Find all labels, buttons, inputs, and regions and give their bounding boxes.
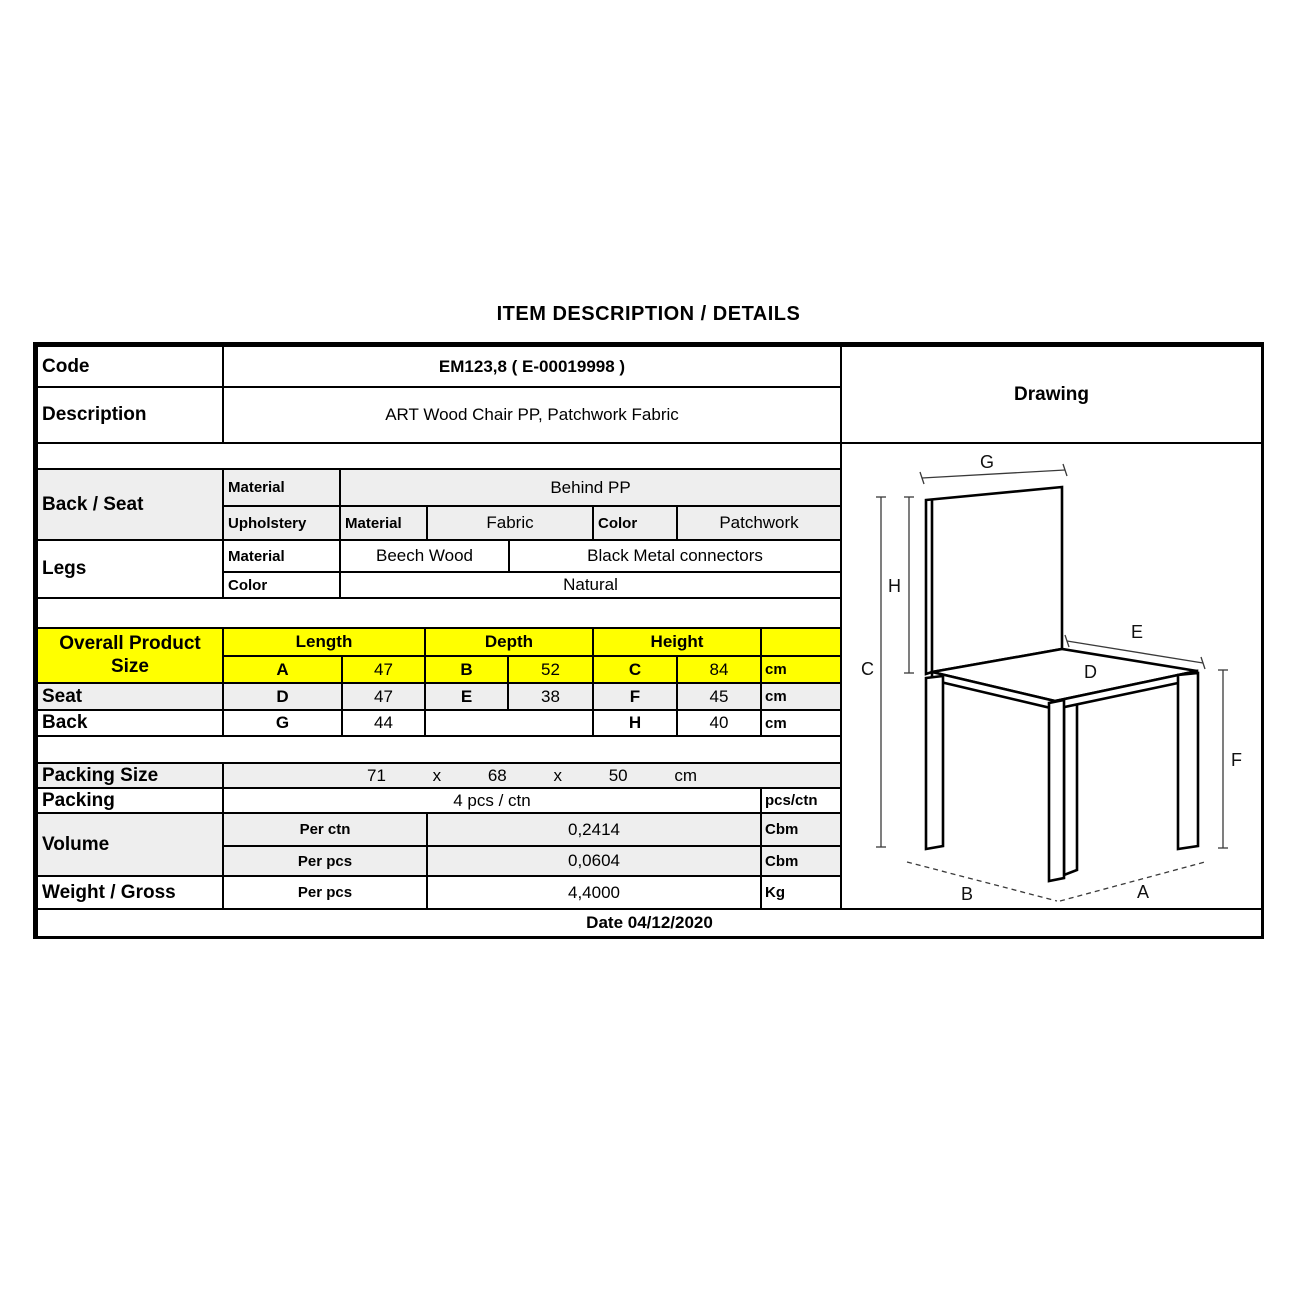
dim-label-c: C (861, 659, 874, 679)
overall-dim-c-val: 84 (676, 655, 762, 684)
dim-label-f: F (1231, 750, 1242, 770)
overall-dim-b: B (424, 655, 509, 684)
overall-dim-a: A (222, 655, 343, 684)
chair-left-leg (926, 676, 943, 849)
back-seat-label: Back / Seat (36, 468, 224, 541)
legs-material-wood: Beech Wood (339, 539, 510, 573)
spacer-row (36, 735, 842, 764)
dim-label-a: A (1137, 882, 1150, 902)
packing-size-label: Packing Size (36, 762, 224, 789)
spacer-row (36, 597, 842, 629)
chair-back-panel (926, 487, 1062, 674)
upholstery-material-label: Material (339, 505, 428, 541)
height-header: Height (592, 627, 762, 657)
back-seat-material-value: Behind PP (339, 468, 842, 507)
chair-right-leg (1178, 673, 1198, 849)
overall-dim-unit: cm (760, 655, 842, 684)
weight-value: 4,4000 (426, 875, 762, 910)
volume-per-ctn-unit: Cbm (760, 812, 842, 847)
empty-cell (760, 627, 842, 657)
upholstery-color-label: Color (592, 505, 678, 541)
overall-product-size-line1: Overall Product (59, 632, 201, 654)
drawing-header: Drawing (840, 345, 1263, 444)
item-details-table (33, 342, 1264, 939)
overall-product-size-line2: Size (110, 655, 150, 677)
volume-per-pcs-unit: Cbm (760, 845, 842, 877)
overall-dim-c: C (592, 655, 678, 684)
overall-dim-b-val: 52 (507, 655, 594, 684)
volume-per-ctn-value: 0,2414 (426, 812, 762, 847)
back-dim-g: G (222, 709, 343, 737)
volume-per-pcs-label: Per pcs (222, 845, 428, 877)
overall-dim-a-val: 47 (341, 655, 426, 684)
packing-size-value: 71 x 68 x 50 cm (222, 762, 842, 789)
date-row: Date 04/12/2020 (36, 908, 1263, 938)
legs-color-value: Natural (339, 571, 842, 599)
code-label: Code (36, 345, 224, 388)
empty-cell (424, 709, 594, 737)
upholstery-color-value: Patchwork (676, 505, 842, 541)
seat-dim-e: E (424, 682, 509, 711)
description-value: ART Wood Chair PP, Patchwork Fabric (222, 386, 842, 444)
volume-per-ctn-label: Per ctn (222, 812, 428, 847)
overall-product-size-label (36, 627, 224, 684)
legs-color-label: Color (222, 571, 341, 599)
packing-label: Packing (36, 787, 224, 814)
legs-label: Legs (36, 539, 224, 599)
seat-dim-unit: cm (760, 682, 842, 711)
volume-per-pcs-value: 0,0604 (426, 845, 762, 877)
chair-outline (926, 487, 1198, 881)
legs-material-metal: Black Metal connectors (508, 539, 842, 573)
depth-header: Depth (424, 627, 594, 657)
seat-dim-f: F (592, 682, 678, 711)
weight-label: Weight / Gross (36, 875, 224, 910)
dim-label-g: G (980, 452, 995, 472)
chair-front-leg (1049, 700, 1064, 881)
description-label: Description (36, 386, 224, 444)
back-dim-h-val: 40 (676, 709, 762, 737)
back-dim-unit: cm (760, 709, 842, 737)
packing-unit: pcs/ctn (760, 787, 842, 814)
volume-label: Volume (36, 812, 224, 877)
chair-drawing (842, 444, 1261, 908)
back-seat-material-label: Material (222, 468, 341, 507)
chair-rear-leg (1064, 701, 1077, 875)
seat-dim-e-val: 38 (507, 682, 594, 711)
dim-label-h: H (888, 576, 901, 596)
seat-label: Seat (36, 682, 224, 711)
upholstery-material-value: Fabric (426, 505, 594, 541)
packing-value: 4 pcs / ctn (222, 787, 762, 814)
drawing-area (840, 442, 1263, 910)
seat-dim-d-val: 47 (341, 682, 426, 711)
dim-label-d: D (1084, 662, 1097, 682)
dim-label-b: B (961, 884, 974, 904)
back-dim-g-val: 44 (341, 709, 426, 737)
spacer-row (36, 442, 842, 470)
weight-unit: Kg (760, 875, 842, 910)
length-header: Length (222, 627, 426, 657)
code-value: EM123,8 ( E-00019998 ) (222, 345, 842, 388)
page-title: ITEM DESCRIPTION / DETAILS (496, 303, 801, 325)
dim-label-e: E (1131, 622, 1144, 642)
weight-per-label: Per pcs (222, 875, 428, 910)
upholstery-label: Upholstery (222, 505, 341, 541)
seat-dim-f-val: 45 (676, 682, 762, 711)
seat-dim-d: D (222, 682, 343, 711)
back-dim-h: H (592, 709, 678, 737)
back-label: Back (36, 709, 224, 737)
legs-material-label: Material (222, 539, 341, 573)
